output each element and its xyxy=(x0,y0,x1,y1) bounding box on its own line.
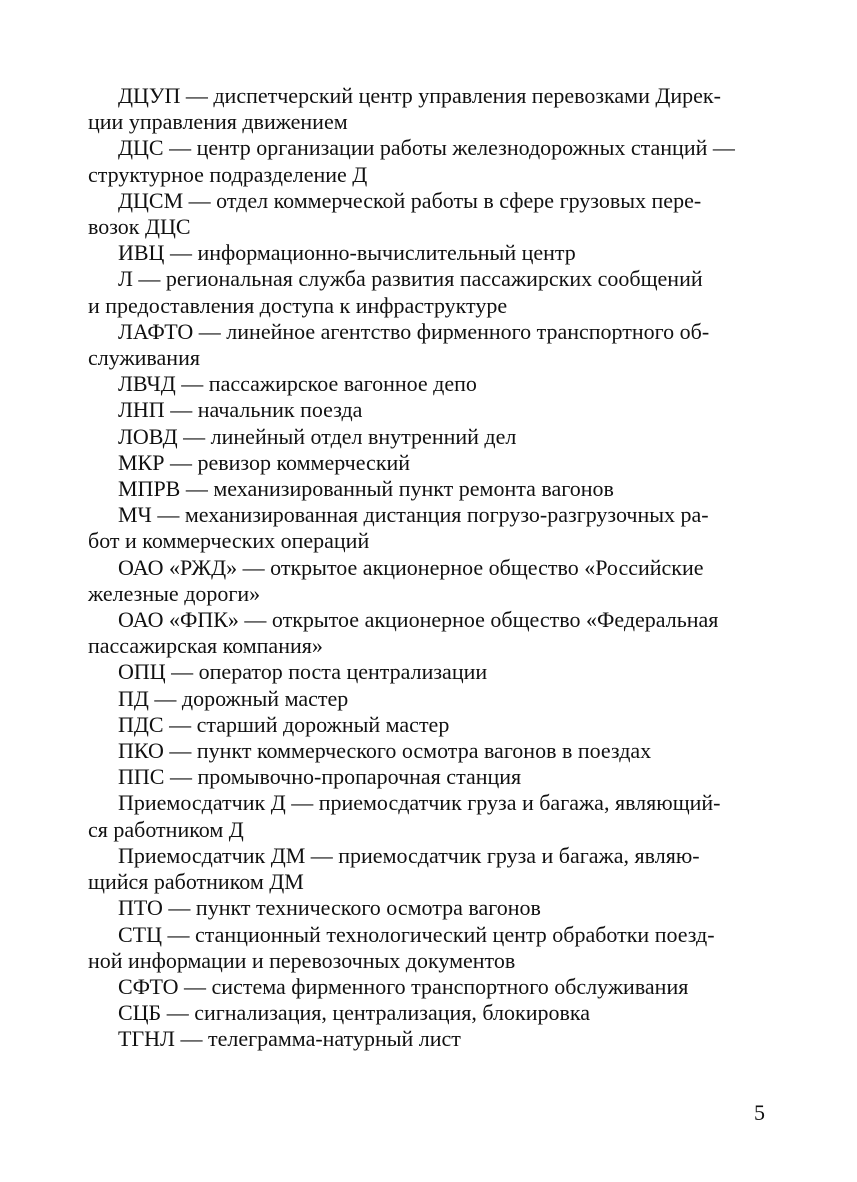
entry xyxy=(88,1026,762,1052)
entry-line: СФТО — система фирменного транспортного обслуживания xyxy=(118,973,689,999)
entry-line: пассажирская компания» xyxy=(88,633,323,659)
entry xyxy=(88,922,762,974)
entry-line: СТЦ — станционный технологический центр обработки поезд- xyxy=(118,921,715,947)
entry-line: ции управления движением xyxy=(88,109,348,135)
entry-line: железные дороги» xyxy=(88,580,261,606)
entry-line: ной информации и перевозочных документов xyxy=(88,947,516,973)
entry-line: ОАО «ФПК» — открытое акционерное общество «Федеральная xyxy=(118,607,719,633)
entry xyxy=(88,738,762,764)
entry xyxy=(88,188,762,240)
entry-line: МКР — ревизор коммерческий xyxy=(118,449,411,475)
entry-line: структурное подразделение Д xyxy=(88,161,368,187)
entry-line: ся работником Д xyxy=(88,816,244,842)
entry-line: Приемосдатчик ДМ — приемосдатчик груза и багажа, являю- xyxy=(118,842,700,868)
entry xyxy=(88,240,762,266)
entry-line: ДЦСМ — отдел коммерческой работы в сфере грузовых пере- xyxy=(118,187,702,213)
entry xyxy=(88,790,762,842)
entry xyxy=(88,397,762,423)
entry xyxy=(88,502,762,554)
entry-line: ДЦС — центр организации работы железнодорожных станций — xyxy=(118,135,735,161)
entry xyxy=(88,266,762,318)
entry xyxy=(88,371,762,397)
entry-line: ТГНЛ — телеграмма-натурный лист xyxy=(118,1026,461,1052)
entry-line: ПТО — пункт технического осмотра вагонов xyxy=(118,895,541,921)
entry xyxy=(88,607,762,659)
entry-line: ОАО «РЖД» — открытое акционерное общество «Российские xyxy=(118,554,704,580)
entry-line: ДЦУП — диспетчерский центр управления перевозками Дирек- xyxy=(118,83,721,108)
entry-line: ПДС — старший дорожный мастер xyxy=(118,711,450,737)
entry-line: бот и коммерческих операций xyxy=(88,528,370,554)
entry-line: ПД — дорожный мастер xyxy=(118,685,349,711)
entry-line: МПРВ — механизированный пункт ремонта вагонов xyxy=(118,476,614,502)
entry-line: ЛВЧД — пассажирское вагонное депо xyxy=(118,371,477,397)
entry-line: щийся работником ДМ xyxy=(88,869,304,895)
entry-line: служивания xyxy=(88,345,200,371)
entry xyxy=(88,450,762,476)
entry-line: МЧ — механизированная дистанция погрузо-разгрузочных ра- xyxy=(118,502,709,528)
entry xyxy=(88,555,762,607)
entry-line: Л — региональная служба развития пассажирских сообщений xyxy=(118,266,703,292)
entry-line: ИВЦ — информационно-вычислительный центр xyxy=(118,240,576,266)
entry-line: возок ДЦС xyxy=(88,214,191,240)
abbreviation-list xyxy=(88,83,762,1053)
entry xyxy=(88,686,762,712)
entry xyxy=(88,83,762,135)
entry-line: и предоставления доступа к инфраструктуре xyxy=(88,292,508,318)
entry-line: Приемосдатчик Д — приемосдатчик груза и багажа, являющий- xyxy=(118,790,721,816)
entry-line: ОПЦ — оператор поста централизации xyxy=(118,659,488,685)
entry xyxy=(88,135,762,187)
entry xyxy=(88,1000,762,1026)
entry xyxy=(88,476,762,502)
entry xyxy=(88,895,762,921)
entry-line: СЦБ — сигнализация, централизация, блокировка xyxy=(118,1000,590,1026)
page-number: 5 xyxy=(754,1100,765,1125)
entry xyxy=(88,659,762,685)
entry xyxy=(88,843,762,895)
entry xyxy=(88,319,762,371)
entry xyxy=(88,424,762,450)
entry-line: ППС — промывочно-пропарочная станция xyxy=(118,764,522,790)
entry-line: ЛОВД — линейный отдел внутренний дел xyxy=(118,423,517,449)
entry xyxy=(88,974,762,1000)
entry xyxy=(88,764,762,790)
entry-line: ЛАФТО — линейное агентство фирменного транспортного об- xyxy=(118,318,710,344)
entry-line: ЛНП — начальник поезда xyxy=(118,397,363,423)
entry-line: ПКО — пункт коммерческого осмотра вагонов в поездах xyxy=(118,738,652,764)
entry xyxy=(88,712,762,738)
